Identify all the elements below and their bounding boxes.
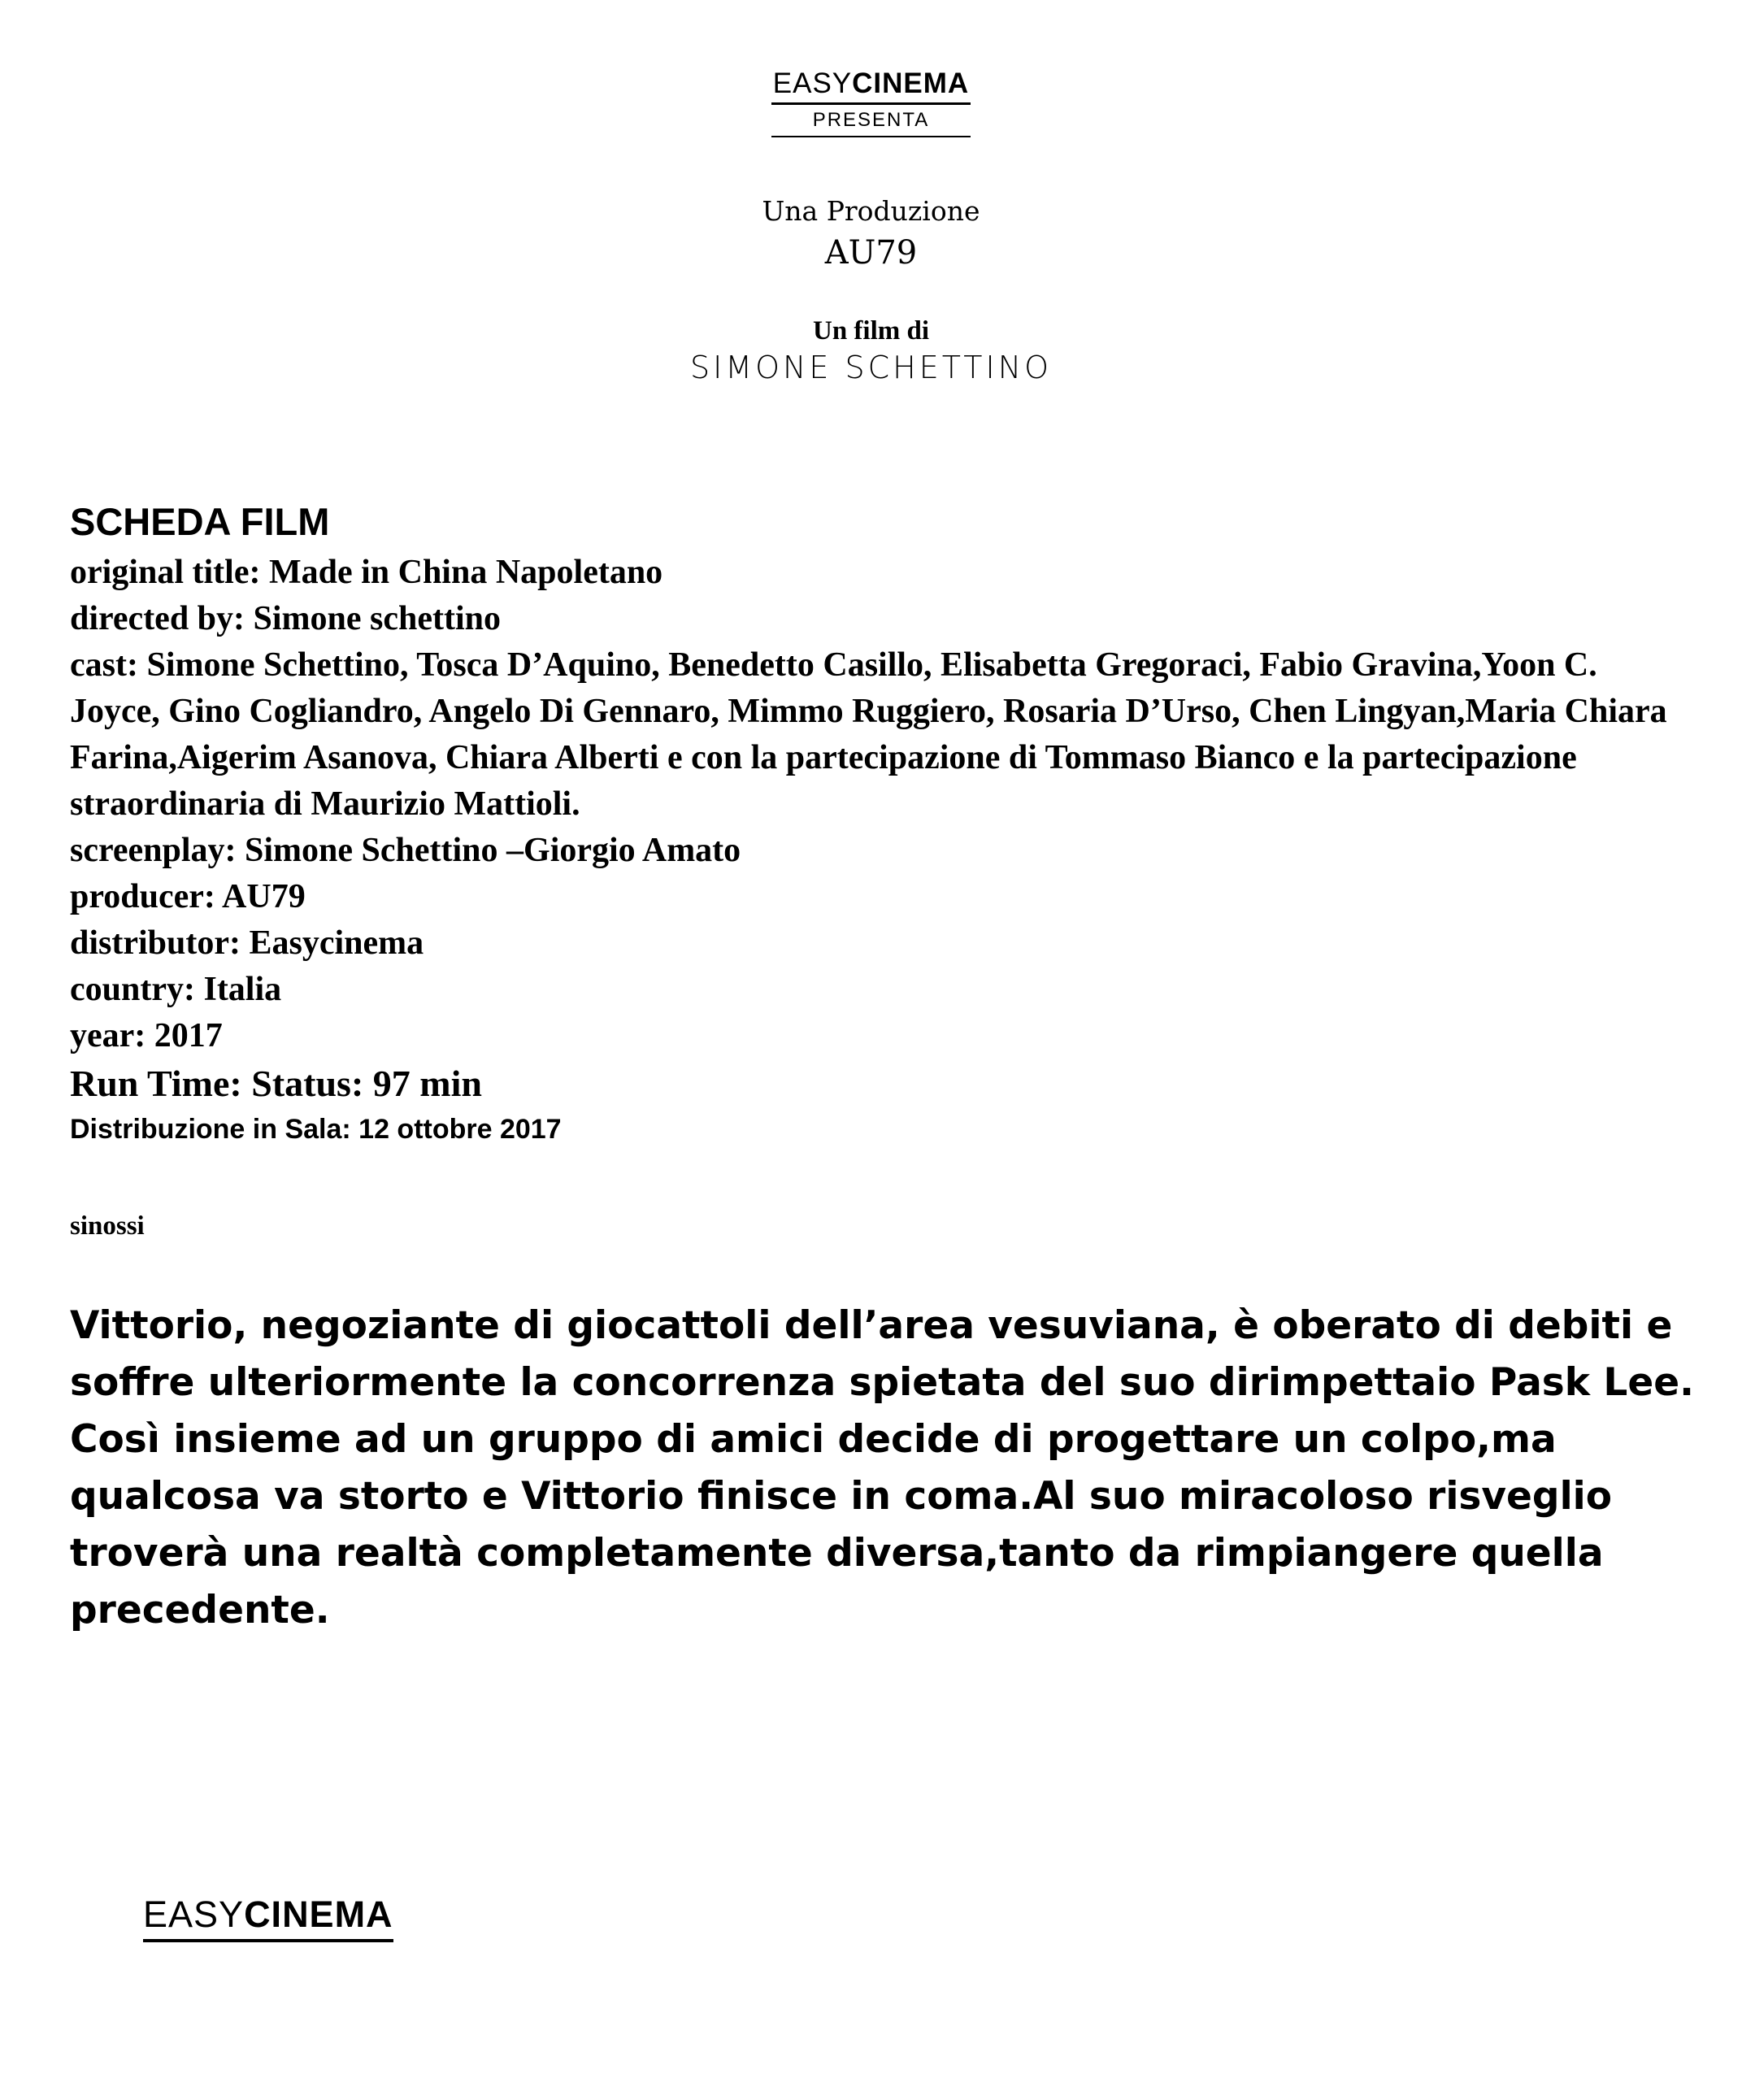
production-label: Una Produzione <box>762 195 980 227</box>
footer-logo-cinema: CINEMA <box>244 1893 393 1935</box>
logo-cinema: CINEMA <box>852 67 970 99</box>
sheet-title: SCHEDA FILM <box>70 500 330 543</box>
logo-wordmark <box>771 67 971 105</box>
logo-easy: EASY <box>772 67 853 99</box>
film-by-label: Un film di <box>812 316 930 346</box>
directed-by: directed by: Simone schettino <box>70 600 502 637</box>
cast: cast: Simone Schettino, Tosca D’Aquino, Benedetto Casillo, Elisabetta Gregoraci, Fabio Gravina,Yoon C. Joyce, Gino Cogliandro, Angelo Di Gennaro, Mimmo Ruggiero, Rosaria D’Urso, Chen Lingyan,Maria Chiara Farina,Aigerim Asanova, Chiara Alberti e con la partecipazione di Tommaso Bianco e la partecipazione straordinaria di Maurizio Mattioli. <box>70 646 1667 823</box>
production-credit <box>0 192 1742 275</box>
release-date: Distribuzione in Sala: 12 ottobre 2017 <box>70 1114 562 1145</box>
header <box>0 67 1742 137</box>
footer-logo-easy: EASY <box>143 1893 245 1935</box>
run-time: Run Time: Status: 97 min <box>70 1063 482 1104</box>
producer: producer: AU79 <box>70 878 306 915</box>
film-sheet <box>70 498 1696 1150</box>
screenplay: screenplay: Simone Schettino –Giorgio Amato <box>70 832 741 869</box>
synopsis-text: Vittorio, negoziante di giocattoli dell’area vesuviana, è oberato di debiti e soffre ulteriormente la concorrenza spietata del suo dirimpettaio Pask Lee. Così insieme ad un gruppo di amici decide di progettare un colpo,ma qualcosa va storto e Vittorio finisce in coma.Al suo miracoloso risveglio troverà una realtà completamente diversa,tanto da rimpiangere quella precedente. <box>70 1303 1694 1633</box>
original-title: original title: Made in China Napoletano <box>70 554 663 591</box>
distributor: distributor: Easycinema <box>70 924 424 962</box>
production-name: AU79 <box>824 234 918 272</box>
country: country: Italia <box>70 971 282 1008</box>
synopsis-label: sinossi <box>70 1211 145 1241</box>
logo-presenta: PRESENTA <box>771 108 971 137</box>
year: year: 2017 <box>70 1017 223 1054</box>
easycinema-logo-top <box>771 67 971 137</box>
easycinema-logo-bottom <box>143 1893 393 1942</box>
director-name: SIMONE SCHETTINO <box>689 350 1053 385</box>
director-credit <box>0 314 1742 387</box>
